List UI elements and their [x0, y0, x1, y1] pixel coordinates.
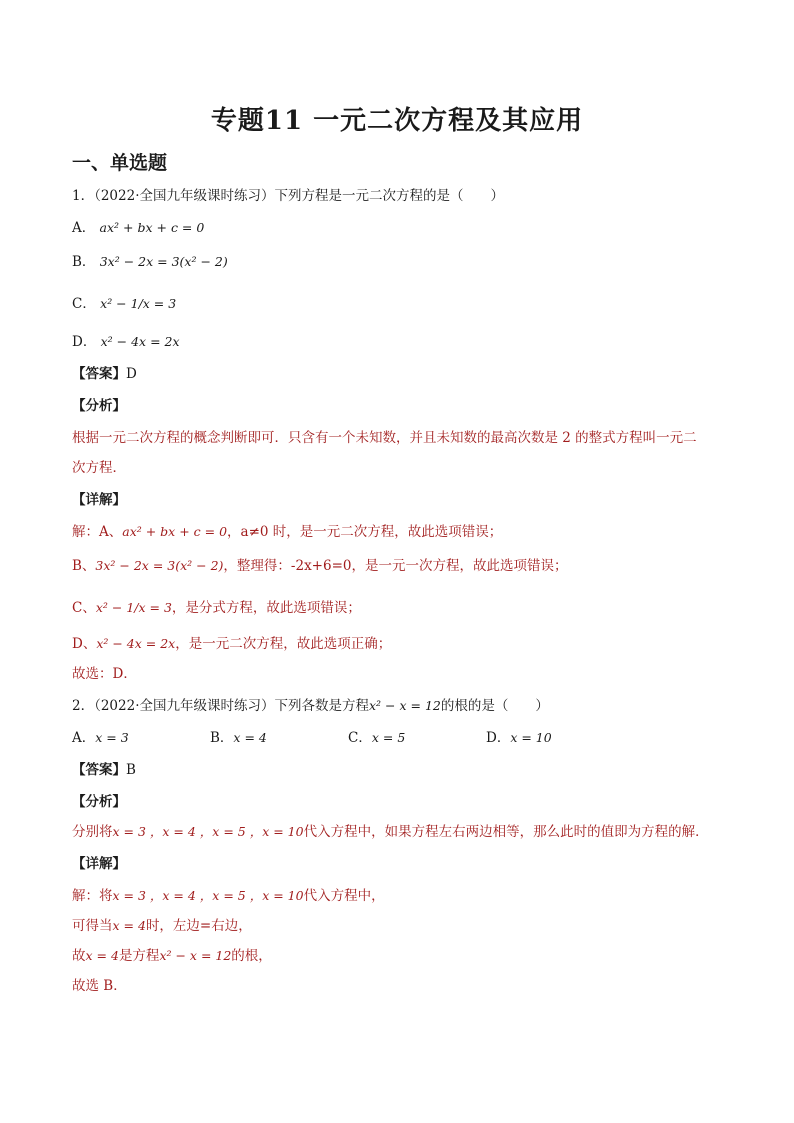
q1-answer-label: 【答案】: [72, 366, 126, 382]
q1-answer: [72, 364, 137, 384]
q2-analysis-label: 【分析】: [72, 794, 126, 810]
q1-detail-b: [72, 556, 568, 576]
q2-detail3-suffix: 的根，: [231, 948, 272, 964]
q2-stem-math: x² − x = 12: [369, 698, 441, 713]
q2-stem-prefix: 2．（2022·全国九年级课时练习）下列各数是方程: [72, 698, 369, 714]
q1-detail-label: 【详解】: [72, 492, 126, 508]
q2-detail-line3: [72, 946, 272, 966]
q2-answer: [72, 760, 136, 780]
q2-option-c-prefix: C．: [348, 730, 372, 746]
q2-stem-suffix: 的根的是（ ）: [440, 698, 549, 714]
q2-detail2-math: x = 4: [112, 918, 146, 933]
q1-detail-d: [72, 634, 391, 654]
q1-option-b-math: 3x² − 2x = 3(x² − 2): [99, 254, 228, 269]
q2-detail1-values: x = 3 ，x = 4 ，x = 5 ，x = 10: [112, 888, 304, 903]
q1-option-c-math: x² − 1/x = 3: [100, 296, 177, 311]
q1-detail-a-prefix: 解：A、: [72, 524, 123, 540]
q1-option-b: [72, 252, 228, 272]
q2-option-a-prefix: A．: [72, 730, 96, 746]
q2-detail2-prefix: 可得当: [72, 918, 113, 934]
q2-detail-line2: [72, 916, 252, 936]
q2-detail2-suffix: 时，左边=右边，: [145, 918, 252, 934]
q2-analysis: [72, 822, 709, 842]
section-heading: 一、单选题: [72, 152, 168, 174]
q1-option-d-prefix: D．: [72, 334, 97, 350]
q2-option-b-prefix: B．: [210, 730, 234, 746]
q2-detail3-math: x = 4: [85, 948, 119, 963]
q1-analysis-label: 【分析】: [72, 398, 126, 414]
q1-detail-a: [72, 522, 502, 542]
q1-detail-c-math: x² − 1/x = 3: [95, 600, 172, 615]
q2-detail3-math2: x² − x = 12: [159, 948, 232, 963]
q1-conclusion: 故选：D．: [72, 666, 137, 682]
q2-detail3-prefix: 故: [72, 948, 86, 964]
q2-stem: [72, 696, 549, 716]
q1-detail-a-math: ax² + bx + c = 0: [122, 524, 228, 539]
q2-detail1-suffix: 代入方程中，: [303, 888, 385, 904]
q1-option-a-math: ax² + bx + c = 0: [99, 220, 205, 235]
q1-option-c-prefix: C．: [72, 296, 96, 312]
page-title: 专题11 一元二次方程及其应用: [210, 106, 584, 136]
q2-option-d-math: x = 10: [510, 730, 552, 745]
q1-option-b-prefix: B．: [72, 254, 96, 270]
q1-stem: 1．（2022·全国九年级课时练习）下列方程是一元二次方程的是（ ）: [72, 188, 504, 204]
q1-answer-value: D: [126, 366, 137, 382]
q2-detail-label: 【详解】: [72, 856, 126, 872]
q2-analysis-values: x = 3 ，x = 4 ，x = 5 ，x = 10: [112, 824, 304, 839]
q1-option-a: [72, 218, 204, 238]
q2-answer-label: 【答案】: [72, 762, 126, 778]
q1-detail-c-prefix: C、: [72, 600, 96, 616]
q2-option-d-prefix: D．: [486, 730, 511, 746]
q2-option-b: [210, 728, 267, 748]
q2-option-d: [486, 728, 552, 748]
q1-option-c: [72, 294, 176, 314]
q2-option-c-math: x = 5: [371, 730, 406, 745]
q2-analysis-prefix: 分别将: [72, 824, 113, 840]
q1-analysis-line1: 根据一元二次方程的概念判断即可．只含有一个未知数，并且未知数的最高次数是 2 的整式方程叫一元二: [72, 430, 697, 446]
q1-detail-c-text: ，是分式方程，故此选项错误；: [171, 600, 361, 616]
q1-detail-b-text: ，整理得：-2x+6=0，是一元一次方程，故此选项错误；: [223, 558, 568, 574]
q1-detail-c: [72, 598, 361, 618]
q2-conclusion: 故选 B．: [72, 978, 127, 994]
q2-detail-line1: [72, 886, 385, 906]
q1-option-d: [72, 332, 180, 352]
q1-detail-b-math: 3x² − 2x = 3(x² − 2): [95, 558, 224, 573]
q2-detail1-prefix: 解：将: [72, 888, 113, 904]
q2-answer-value: B: [126, 762, 136, 778]
q1-detail-d-math: x² − 4x = 2x: [96, 636, 176, 651]
q2-analysis-suffix: 代入方程中，如果方程左右两边相等，那么此时的值即为方程的解．: [303, 824, 709, 840]
q2-option-c: [348, 728, 405, 748]
q2-option-a: [72, 728, 129, 748]
q1-option-a-prefix: A．: [72, 220, 96, 236]
q2-option-b-math: x = 4: [233, 730, 267, 745]
q1-detail-d-prefix: D、: [72, 636, 97, 652]
q1-detail-a-text: ，a≠0 时，是一元二次方程，故此选项错误；: [227, 524, 503, 540]
q2-option-a-math: x = 3: [95, 730, 129, 745]
q1-detail-d-text: ，是一元二次方程，故此选项正确；: [175, 636, 392, 652]
q1-analysis-line2: 次方程．: [72, 460, 126, 476]
q1-option-d-math: x² − 4x = 2x: [100, 334, 180, 349]
q2-detail3-mid: 是方程: [118, 948, 160, 964]
q1-detail-b-prefix: B、: [72, 558, 96, 574]
